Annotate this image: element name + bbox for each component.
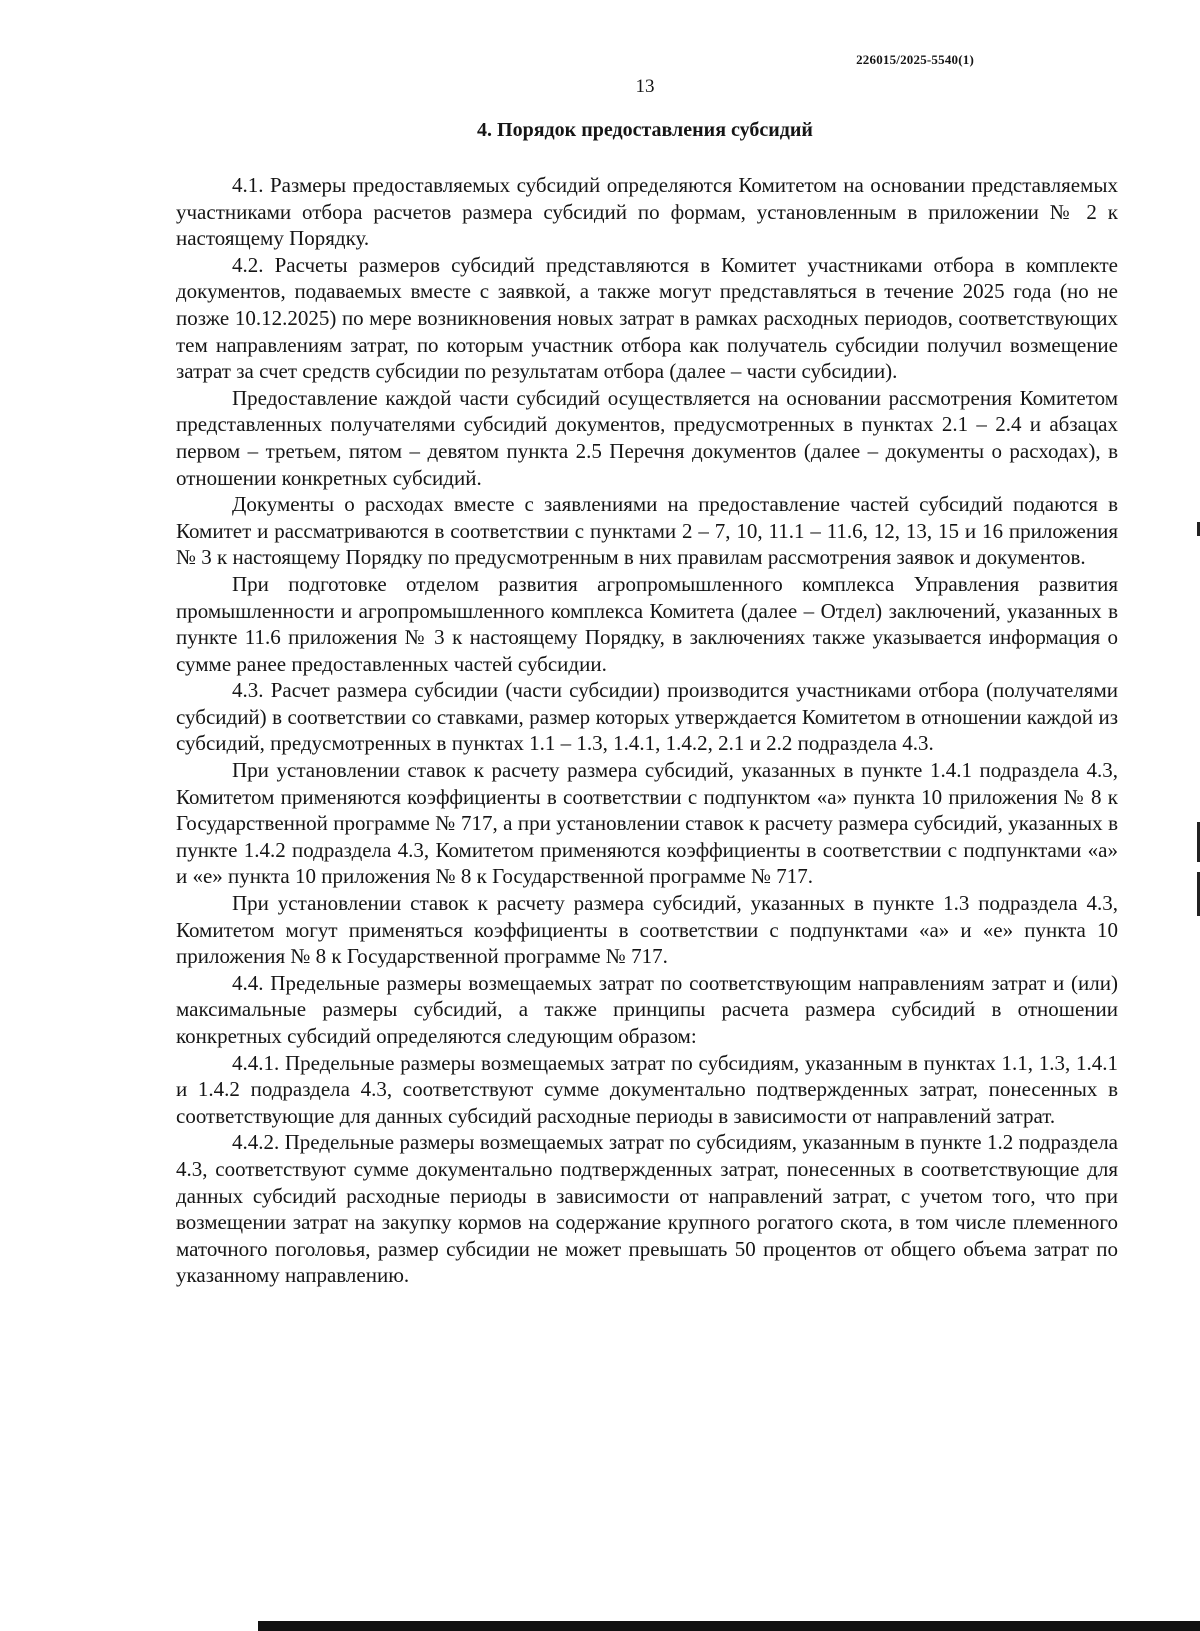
section-title: 4. Порядок предоставления субсидий (477, 119, 813, 141)
paragraph-4-4: 4.4. Предельные размеры возмещаемых затрат по соответствующим направлениям затрат и (или) максимальные размеры субсидий, а также принципы расчета размера субсидий в отношении конкретных субсидий определяются следующим образом: (176, 970, 1118, 1048)
paragraph-rates-1-4: При установлении ставок к расчету размера субсидий, указанных в пункте 1.4.1 подраздела 4.3, Комитетом применяются коэффициенты в соответствии с подпунктом «а» пункта 10 приложения № 8 к Государственной программе № 717, а при установлении ставок к расчету размера субсидий, указанных в пункте 1.4.2 подраздела 4.3, Комитетом применяются коэффициенты в соответствии с подпунктами «а» и «е» пункта 10 приложения № 8 к Государственной программе № 717. (176, 758, 1118, 889)
document-id: 226015/2025-5540(1) (856, 52, 974, 67)
paragraph-4-4-1: 4.4.1. Предельные размеры возмещаемых затрат по субсидиям, указанным в пунктах 1.1, 1.3, 1.4.1 и 1.4.2 подраздела 4.3, соответствуют сумме документально подтвержденных затрат, понесенных в соответствующие для данных субсидий расходные периоды в зависимости от направлений затрат. (176, 1050, 1118, 1128)
paragraph-4-2: 4.2. Расчеты размеров субсидий представляются в Комитет участниками отбора в комплекте документов, подаваемых вместе с заявкой, а также могут представляться в течение 2025 года (но не позже 10.12.2025) по мере возникновения новых затрат в рамках расходных периодов, соответствующих тем направлениям затрат, по которым участник отбора как получатель субсидии получил возмещение затрат за счет средств субсидии по результатам отбора (далее – части субсидии). (176, 252, 1118, 384)
paragraph-department-conclusions: При подготовке отделом развития агропромышленного комплекса Управления развития промышленности и агропромышленного комплекса Комитета (далее – Отдел) заключений, указанных в пункте 11.6 приложения № 3 к настоящему Порядку, в заключениях также указывается информация о сумме ранее предоставленных частей субсидии. (176, 571, 1118, 676)
paragraph-4-3: 4.3. Расчет размера субсидии (части субсидии) производится участниками отбора (получателями субсидий) в соответствии со ставками, размер которых утверждается Комитетом в отношении каждой из субсидий, предусмотренных в пунктах 1.1 – 1.3, 1.4.1, 1.4.2, 2.1 и 2.2 подраздела 4.3. (176, 678, 1118, 756)
paragraph-expense-documents: Документы о расходах вместе с заявлениями на предоставление частей субсидий подаются в Комитет и рассматриваются в соответствии с пунктами 2 – 7, 10, 11.1 – 11.6, 12, 13, 15 и 16 приложения № 3 к настоящему Порядку по предусмотренным в них правилам рассмотрения заявок и документов. (176, 492, 1118, 570)
document-body (176, 172, 1118, 1289)
paragraph-4-1: 4.1. Размеры предоставляемых субсидий определяются Комитетом на основании представляемых участниками отбора расчетов размера субсидий по формам, установленным в приложении № 2 к настоящему Порядку. (176, 173, 1118, 251)
page-number: 13 (635, 76, 655, 97)
paragraph-rates-1-3: При установлении ставок к расчету размера субсидий, указанных в пункте 1.3 подраздела 4.3, Комитетом могут применяться коэффициенты в соответствии с подпунктами «а» и «е» пункта 10 приложения № 8 к Государственной программе № 717. (176, 891, 1118, 969)
paragraph-parts-provision: Предоставление каждой части субсидий осуществляется на основании рассмотрения Комитетом представленных получателями субсидий документов, предусмотренных в пунктах 2.1 – 2.4 и абзацах первом – третьем, пятом – девятом пункта 2.5 Перечня документов (далее – документы о расходах), в отношении конкретных субсидий. (176, 385, 1118, 490)
paragraph-4-4-2: 4.4.2. Предельные размеры возмещаемых затрат по субсидиям, указанным в пункте 1.2 подраздела 4.3, соответствуют сумме документально подтвержденных затрат, понесенных в соответствующие для данных субсидий расходные периоды в зависимости от направлений затрат, с учетом того, что при возмещении затрат на закупку кормов на содержание крупного рогатого скота, в том числе племенного маточного поголовья, размер субсидии не может превышать 50 процентов от общего объема затрат по указанному направлению. (176, 1130, 1118, 1288)
scan-bottom-edge (258, 1621, 1200, 1631)
